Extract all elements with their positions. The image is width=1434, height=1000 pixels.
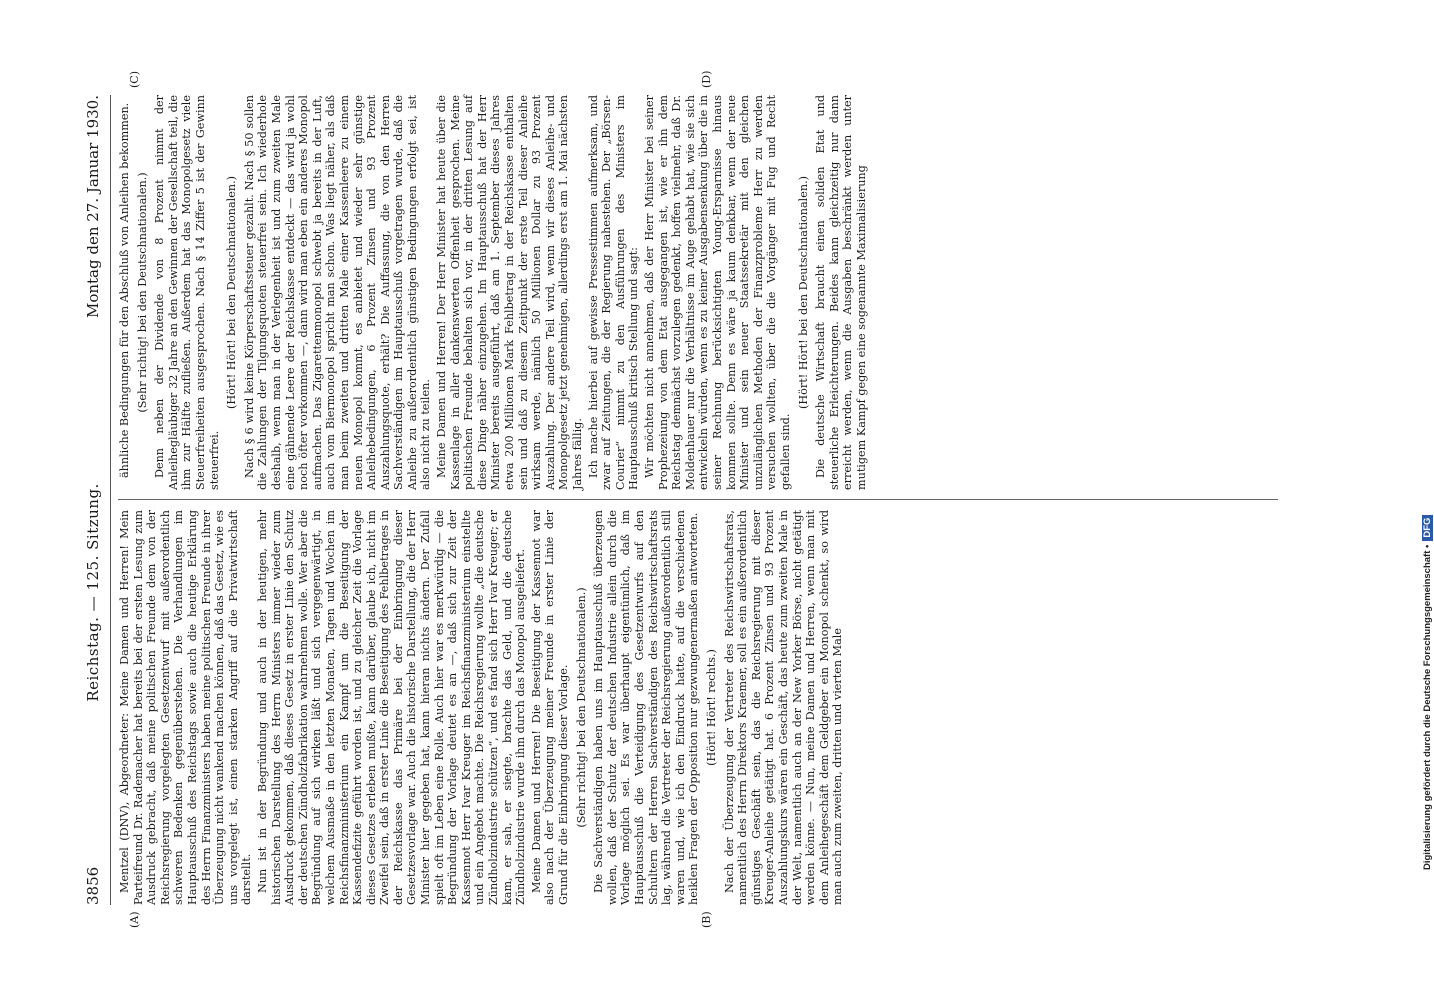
paragraph: Die Sachverständigen haben uns im Hauptausschuß überzeugen wollen, daß der Schutz der deutschen Industrie allein durch die Vorlage möglich sei. Es war überhaupt eigentümlich, daß im Hauptausschuß die Verteidigung des Gesetzentwurfs auf den Schultern der Herren Sachverständigen des Reichswirtschaftsrats lag, während die Vertreter der Reichsregierung außerordentlich still waren und, wie ich den Eindruck hatte, auf die verschiedenen heiklen Fragen der Opposition nur gezwungenermaßen antworteten. bbox=[592, 510, 701, 905]
interjection: (Sehr richtig! bei den Deutschnationalen.) bbox=[574, 587, 588, 828]
page-header bbox=[80, 95, 106, 905]
paragraph: Ich mache hierbei auf gewisse Pressestimmen aufmerksam, und zwar auf Zeitungen, die der Regierung nahestehen. Der „Börsen-Courier“ nimmt zu den Ausführungen des Ministers im Hauptausschuß kritisch Stellung und sagt: bbox=[586, 95, 641, 490]
sidebar-text bbox=[1422, 0, 1433, 870]
paragraph: ähnliche Bedingungen für den Abschluß von Anleihen bekommen. bbox=[118, 102, 131, 478]
marker-d: (D) bbox=[700, 70, 713, 88]
digitization-sidebar bbox=[1408, 0, 1433, 1000]
paragraph: Die deutsche Wirtschaft braucht einen soliden Etat und steuerliche Erleichterungen. Beides kann gleichzeitig nur dann erreicht werden, wenn die Ausgaben beschränkt werden unter mutigem Kampf gegen eine sogenannte Maximalisierung bbox=[814, 95, 868, 490]
paragraph: Meine Damen und Herren! Der Herr Minister hat heute über die Kassenlage in aller dankenswerten Offenheit gesprochen. Meine politischen Freunde behalten sich vor, in der dritten Lesung auf diese Dinge näher einzugehen. Im Hauptausschuß hat der Herr Minister bereits ausgeführt, daß am 1. September dieses Jahres etwa 200 Millionen Mark Fehlbetrag in der Reichskasse enthalten sein und daß zu diesem Zeitpunkt der erste Teil dieser Anleihe wirksam werde, nämlich 50 Millionen Dollar zu 93 Prozent Auszahlung. Der andere Teil wird, wenn wir dieses Anleihe- und Monopolgesetz jetzt genehmigen, allerdings erst am 1. Mai nächsten Jahres fällig. bbox=[435, 95, 584, 490]
interjection: (Hört! Hört! rechts.) bbox=[704, 649, 718, 766]
quotation: Wir möchten nicht annehmen, daß der Herr Minister bei seiner Prophezeiung von dem Etat ausgegangen ist, wie er ihn dem Reichstag demnächst vorzulegen gedenkt, hoffen vielmehr, daß Dr. Moldenhauer nur die Verhältnisse im Auge gehabt hat, wie sie sich entwickeln würden, wenn es zu keiner Ausgabensenkung über die in seiner Rechnung berücksichtigten Young-Ersparnisse hinaus kommen sollte. Denn es wäre ja kaum denkbar, wenn der neue Minister und sein neuer Staatssekretär mit den gleichen unzulänglichen Methoden der Finanzprobleme Herr zu werden versuchen wollten, über die die Vorgänger mit Fug und Recht gefallen sind. bbox=[642, 95, 792, 490]
header-rule bbox=[110, 95, 111, 905]
right-column bbox=[118, 95, 870, 490]
page-number: 3856 bbox=[84, 866, 102, 905]
interjection: (Sehr richtig! bei den Deutschnationalen.) bbox=[135, 172, 149, 413]
interjection: (Hört! Hört! bei den Deutschnationalen.) bbox=[796, 176, 810, 409]
paragraph: Denn neben der Dividende von 8 Prozent nimmt der Anleihegläubiger 32 Jahre an den Gewinnen der Gesellschaft teil, die ihm zur Hälfte zufließen. Außerdem hat das Monopolgesetz viele Steuerfreiheiten ausgesprochen. Nach § 14 Ziffer 5 ist der Gewinn steuerfrei. bbox=[153, 95, 221, 490]
left-column bbox=[118, 510, 847, 905]
paragraph: Nach § 6 wird keine Körperschaftssteuer gezahlt. Nach § 50 sollen die Zahlungen der Tilgungsquoten steuerfrei sein. Ich wiederhole deshalb, wenn man in der Verlegenheit ist und zum zweiten Male eine gähnende Leere der Reichskasse entdeckt — das wird ja wohl noch öfter vorkommen —, dann wird man eben ein anderes Monopol aufmachen. Das Zigarettenmonopol schwebt ja bereits in der Luft, auch vom Biermonopol spricht man schon. Was liegt näher, als daß man beim zweiten und dritten Male einer Kassenleere zu einem neuen Monopol kommt, es anbietet und wieder sehr günstige Anleihebedingungen, 6 Prozent Zinsen und 93 Prozent Auszahlungsquote, erhält? Die Auffassung, die von den Herren Sachverständigen im Hauptausschuß vorgetragen wurde, daß die Anleihe zu außerordentlich günstigen Bedingungen erfolgt sei, ist also nicht zu teilen. bbox=[242, 95, 433, 490]
marker-b: (B) bbox=[700, 911, 713, 928]
column-divider bbox=[118, 499, 1278, 500]
session-title: Reichstag. — 125. Sitzung. bbox=[84, 483, 102, 702]
funding-note: Digitalisierung gefördert durch die Deutsche Forschungsgemeinschaft • bbox=[1422, 544, 1433, 870]
session-date: Montag den 27. Januar 1930. bbox=[84, 95, 102, 319]
marker-c: (C) bbox=[128, 71, 141, 88]
paragraph: Meine Damen und Herren! Die Beseitigung der Kassennot war also nach der Überzeugung meiner Freunde in erster Linie der Grund für die Einbringung dieser Vorlage. bbox=[529, 510, 570, 905]
paragraph: Nach der Überzeugung der Vertreter des Reichswirtschaftsrats, namentlich des Herrn Direktors Kraemer, soll es ein außerordentlich günstiges Geschäft sein, das die Reichsregierung mit dieser Kreuger-Anleihe getätigt hat. 6 Prozent Zinsen und 93 Prozent Auszahlungskurs wären ein Geschäft, das heute zum zweiten Male in der Welt, namentlich auch an der New Yorker Börse, nicht getätigt werden könne. — Nun, meine Damen und Herren, wenn man mit dem Anleihegeschäft dem Geldgeber ein Monopol schenkt, so wird man auch zum zweiten, dritten und vierten Male bbox=[722, 510, 845, 905]
interjection: (Hört! Hört! bei den Deutschnationalen.) bbox=[225, 176, 239, 409]
paragraph: Nun ist in der Begründung und auch in der heutigen, mehr historischen Darstellung des Herrn Ministers immer wieder zum Ausdruck gekommen, daß dieses Gesetz in erster Linie den Schutz der deutschen Zündholzfabrikation wahrnehmen wolle. Wer aber die Begründung auf sich wirken läßt und sich vergegenwärtigt, in welchem Ausmaße in den letzten Monaten, Tagen und Wochen im Reichsfinanzministerium ein Kampf um die Beseitigung der Kassendefizite geführt worden ist, und zu gleicher Zeit die Vorlage dieses Gesetzes erleben mußte, kann darüber, glaube ich, nicht im Zweifel sein, daß in erster Linie die Beseitigung des Fehlbetrages in der Reichskasse das Primäre bei der Einbringung dieser Gesetzesvorlage war. Auch die historische Darstellung, die der Herr Minister hier gegeben hat, kann hieran nichts ändern. Der Zufall spielt oft im Leben eine Rolle. Auch hier war es merkwürdig — die Begründung der Vorlage deutet es an —, daß sich zur Zeit der Kassennot Herr Ivar Kreuger im Reichsfinanzministerium einstellte und ein Angebot machte. Die Reichsregierung wollte „die deutsche Zündholzindustrie schützen“, und es fand sich Herr Ivar Kreuger; er kam, er sah, er siegte, brachte das Geld, und die deutsche Zündholzindustrie wurde ihm durch das Monopol ausgeliefert. bbox=[255, 510, 528, 905]
marker-a: (A) bbox=[128, 911, 141, 928]
dfg-logo: DFG bbox=[1422, 515, 1433, 541]
paragraph: Mentzel (DNV), Abgeordneter: Meine Damen und Herren! Mein Parteifreund Dr. Rademacher hat bereits bei der ersten Lesung zum Ausdruck gebracht, daß meine politischen Freunde dem von der Reichsregierung vorgelegten Gesetzentwurf mit außerordentlich schweren Bedenken gegenüberstehen. Die Verhandlungen im Hauptausschuß des Reichstags sowie auch die heutige Erklärung des Herrn Finanzministers haben meine politischen Freunde in ihrer Überzeugung nicht wankend machen können, daß das Gesetz, wie es uns vorgelegt ist, einen starken Angriff auf die Privatwirtschaft darstellt. bbox=[118, 510, 254, 905]
